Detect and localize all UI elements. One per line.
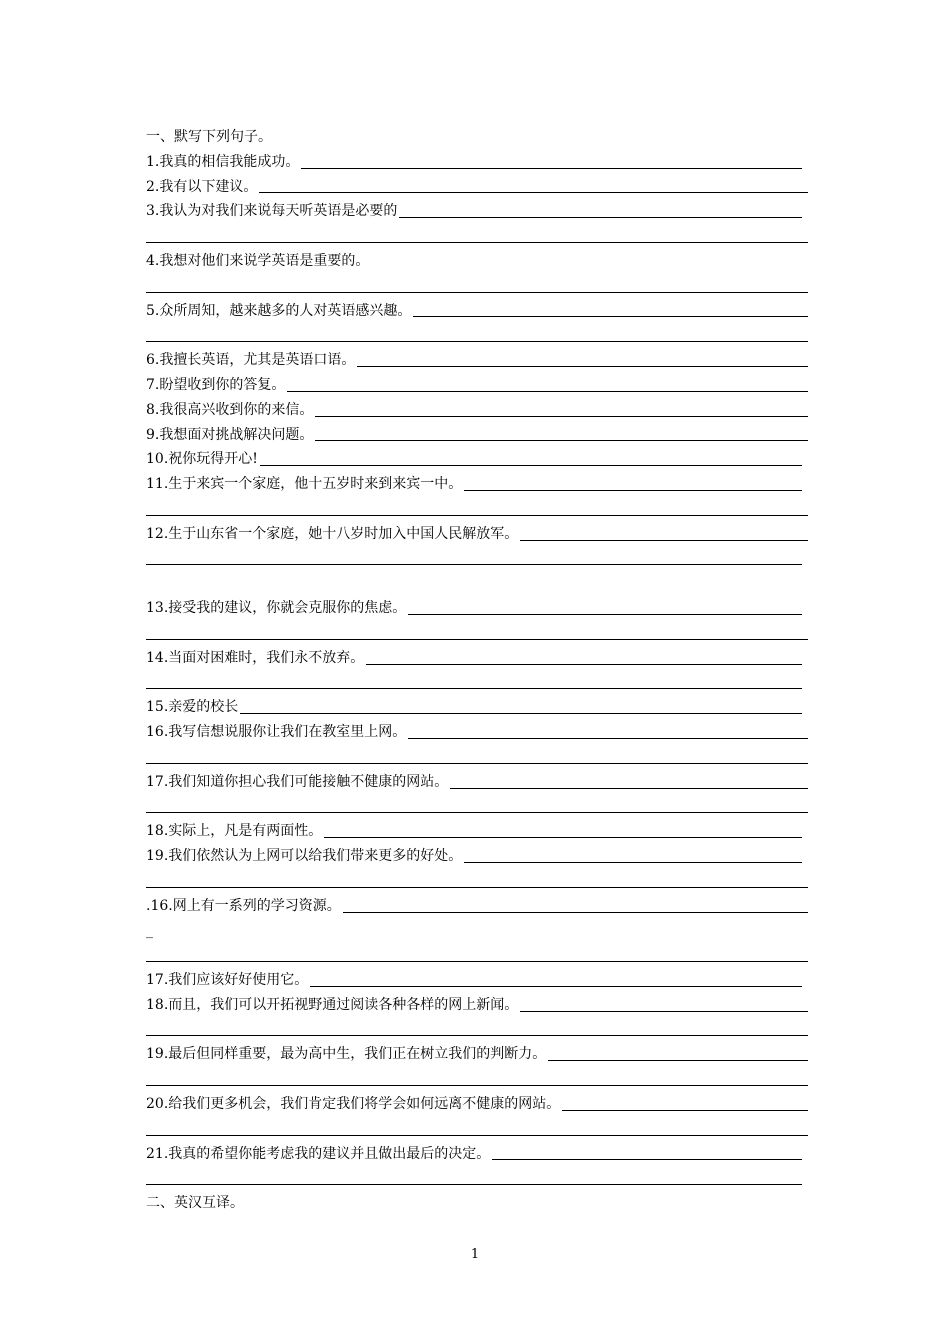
section-1-title <box>146 125 808 150</box>
sentence-prompt: 17.我们知道你担心我们可能接触不健康的网站。 <box>146 773 449 790</box>
answer-line <box>146 795 808 820</box>
sentence-prompt: 11.生于来宾一个家庭，他十五岁时来到来宾一中。 <box>146 476 463 493</box>
sentence-prompt: 13.接受我的建议，你就会克服你的焦虑。 <box>146 600 407 617</box>
answer-blank[interactable] <box>146 887 808 888</box>
sentence-prompt: 5.众所周知，越来越多的人对英语感兴趣。 <box>146 302 412 319</box>
sentence-prompt: 1.我真的相信我能成功。 <box>146 153 300 170</box>
sentence-item <box>146 993 808 1018</box>
answer-line <box>146 1018 808 1043</box>
answer-line <box>146 323 808 348</box>
answer-line <box>146 671 808 696</box>
answer-blank[interactable] <box>146 961 808 962</box>
answer-blank[interactable] <box>146 1085 808 1086</box>
sentence-prompt: 18.而且，我们可以开拓视野通过阅读各种各样的网上新闻。 <box>146 996 519 1013</box>
answer-blank[interactable] <box>315 416 808 417</box>
answer-blank[interactable] <box>146 242 808 243</box>
answer-blank[interactable] <box>287 391 808 392</box>
answer-blank[interactable] <box>464 490 802 491</box>
section-2-title-text: 二、英汉互译。 <box>146 1195 244 1212</box>
exercise-lines <box>146 150 808 1191</box>
answer-line <box>146 547 808 572</box>
sentence-item <box>146 199 808 224</box>
answer-blank[interactable] <box>146 688 802 689</box>
sentence-prompt: .16.网上有一系列的学习资源。 <box>146 897 341 914</box>
sentence-prompt: 21.我真的希望你能考虑我的建议并且做出最后的决定。 <box>146 1145 491 1162</box>
sentence-prompt: 8.我很高兴收到你的来信。 <box>146 401 314 418</box>
sentence-item <box>146 348 808 373</box>
answer-blank[interactable] <box>146 564 802 565</box>
sentence-item <box>146 844 808 869</box>
sentence-prompt: 10.祝你玩得开心! <box>146 451 258 468</box>
sentence-prompt: 3.我认为对我们来说每天听英语是必要的 <box>146 203 398 220</box>
sentence-item <box>146 894 808 919</box>
sentence-prompt: 16.我写信想说服你让我们在教室里上网。 <box>146 724 407 741</box>
answer-blank[interactable] <box>464 862 802 863</box>
sentence-prompt: 6.我擅长英语，尤其是英语口语。 <box>146 352 356 369</box>
answer-blank[interactable] <box>315 440 808 441</box>
answer-blank[interactable] <box>399 217 802 218</box>
answer-line <box>146 621 808 646</box>
answer-blank[interactable] <box>492 1159 802 1160</box>
sentence-item <box>146 299 808 324</box>
answer-blank[interactable] <box>366 664 802 665</box>
sentence-item <box>146 447 808 472</box>
answer-blank[interactable] <box>408 614 802 615</box>
answer-line <box>146 869 808 894</box>
answer-line <box>146 1117 808 1142</box>
sentence-item <box>146 819 808 844</box>
line-text: _ <box>146 922 153 939</box>
sentence-prompt: 17.我们应该好好使用它。 <box>146 972 309 989</box>
answer-blank[interactable] <box>413 316 808 317</box>
sentence-item <box>146 646 808 671</box>
answer-blank[interactable] <box>520 1011 808 1012</box>
answer-line <box>146 943 808 968</box>
answer-line <box>146 224 808 249</box>
answer-blank[interactable] <box>310 986 802 987</box>
sentence-item <box>146 522 808 547</box>
line-text: 4.我想对他们来说学英语是重要的。 <box>146 252 370 269</box>
answer-blank[interactable] <box>240 713 802 714</box>
sentence-prompt: 20.给我们更多机会，我们肯定我们将学会如何远离不健康的网站。 <box>146 1096 561 1113</box>
section-2-title <box>146 1191 808 1216</box>
answer-blank[interactable] <box>520 540 808 541</box>
sentence-prompt: 9.我想面对挑战解决问题。 <box>146 426 314 443</box>
sentence-prompt: 14.当面对困难时，我们永不放弃。 <box>146 649 365 666</box>
answer-blank[interactable] <box>146 1135 808 1136</box>
text-line <box>146 919 808 944</box>
sentence-prompt: 15.亲爱的校长 <box>146 699 239 716</box>
worksheet-page <box>146 125 808 1216</box>
sentence-item <box>146 472 808 497</box>
answer-blank[interactable] <box>146 1035 808 1036</box>
answer-blank[interactable] <box>562 1110 808 1111</box>
section-1-title-text: 一、默写下列句子。 <box>146 129 272 145</box>
answer-blank[interactable] <box>146 639 808 640</box>
sentence-item <box>146 1142 808 1167</box>
answer-blank[interactable] <box>260 465 802 466</box>
answer-line <box>146 745 808 770</box>
blank-spacer <box>146 571 808 596</box>
answer-blank[interactable] <box>343 912 808 913</box>
answer-blank[interactable] <box>324 837 802 838</box>
answer-blank[interactable] <box>450 788 808 789</box>
answer-blank[interactable] <box>146 515 808 516</box>
sentence-prompt: 19.我们依然认为上网可以给我们带来更多的好处。 <box>146 848 463 865</box>
answer-blank[interactable] <box>548 1060 808 1061</box>
answer-blank[interactable] <box>146 1184 802 1185</box>
sentence-item <box>146 150 808 175</box>
sentence-prompt: 2.我有以下建议。 <box>146 178 258 195</box>
answer-line <box>146 1067 808 1092</box>
sentence-prompt: 18.实际上，凡是有两面性。 <box>146 823 323 840</box>
answer-blank[interactable] <box>146 812 808 813</box>
answer-line <box>146 1166 808 1191</box>
sentence-item <box>146 373 808 398</box>
answer-blank[interactable] <box>259 192 808 193</box>
sentence-prompt: 7.盼望收到你的答复。 <box>146 376 286 393</box>
answer-blank[interactable] <box>146 763 808 764</box>
text-line <box>146 249 808 274</box>
answer-blank[interactable] <box>357 366 808 367</box>
sentence-item <box>146 968 808 993</box>
sentence-item <box>146 596 808 621</box>
page-number: 1 <box>470 1247 480 1262</box>
answer-blank[interactable] <box>146 341 808 342</box>
sentence-item <box>146 175 808 200</box>
sentence-item <box>146 695 808 720</box>
answer-blank[interactable] <box>146 292 808 293</box>
answer-line <box>146 274 808 299</box>
sentence-item <box>146 770 808 795</box>
answer-blank[interactable] <box>408 738 808 739</box>
sentence-item <box>146 1092 808 1117</box>
sentence-item <box>146 720 808 745</box>
sentence-prompt: 12.生于山东省一个家庭，她十八岁时加入中国人民解放军。 <box>146 525 519 542</box>
answer-line <box>146 497 808 522</box>
sentence-prompt: 19.最后但同样重要，最为高中生，我们正在树立我们的判断力。 <box>146 1046 547 1063</box>
answer-blank[interactable] <box>301 168 802 169</box>
sentence-item <box>146 398 808 423</box>
sentence-item <box>146 423 808 448</box>
sentence-item <box>146 1042 808 1067</box>
